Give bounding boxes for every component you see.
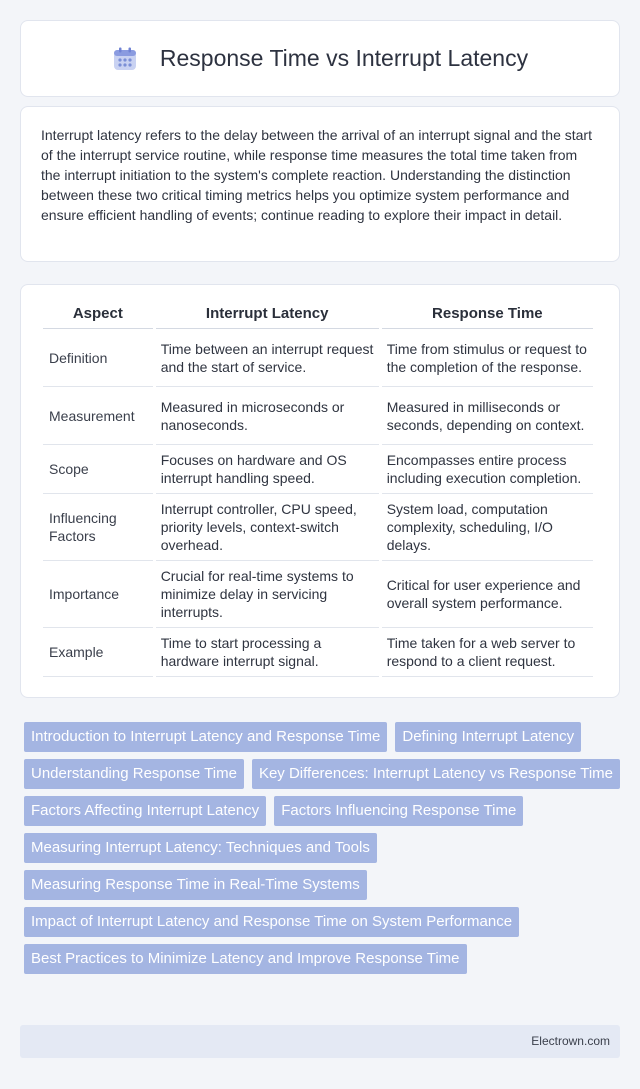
row-response: Time from stimulus or request to the completion of the response. (382, 329, 593, 387)
tag-measuring-latency[interactable]: Measuring Interrupt Latency: Techniques and Tools (24, 833, 377, 863)
tag-key-differences[interactable]: Key Differences: Interrupt Latency vs Response Time (252, 759, 620, 789)
tag-understanding-response-time[interactable]: Understanding Response Time (24, 759, 244, 789)
footer-site-link[interactable]: Electrown.com (531, 1034, 610, 1048)
row-latency: Crucial for real-time systems to minimize delay in servicing interrupts. (156, 561, 379, 628)
table-row (43, 445, 593, 494)
table-header-row (43, 305, 593, 329)
comparison-table (40, 305, 596, 677)
tag-best-practices[interactable]: Best Practices to Minimize Latency and Improve Response Time (24, 944, 467, 974)
tag-introduction[interactable]: Introduction to Interrupt Latency and Response Time (24, 722, 387, 752)
header-interrupt-latency: Interrupt Latency (156, 305, 379, 329)
row-latency: Focuses on hardware and OS interrupt handling speed. (156, 445, 379, 494)
row-latency: Measured in microseconds or nanoseconds. (156, 387, 379, 445)
row-response: Critical for user experience and overall system performance. (382, 561, 593, 628)
tag-factors-influencing-response[interactable]: Factors Influencing Response Time (274, 796, 523, 826)
row-aspect: Influencing Factors (43, 494, 153, 561)
row-latency: Time to start processing a hardware interrupt signal. (156, 628, 379, 677)
row-response: Encompasses entire process including execution completion. (382, 445, 593, 494)
tag-measuring-response-time[interactable]: Measuring Response Time in Real-Time Systems (24, 870, 367, 900)
header-card (20, 20, 620, 97)
tag-impact-on-performance[interactable]: Impact of Interrupt Latency and Response Time on System Performance (24, 907, 519, 937)
header-aspect: Aspect (43, 305, 153, 329)
row-response: Time taken for a web server to respond to a client request. (382, 628, 593, 677)
calendar-icon (112, 46, 138, 72)
page-title: Response Time vs Interrupt Latency (159, 45, 529, 71)
row-response: System load, computation complexity, scheduling, I/O delays. (382, 494, 593, 561)
table-row (43, 628, 593, 677)
row-aspect: Scope (43, 445, 153, 494)
row-aspect: Definition (43, 329, 153, 387)
row-response: Measured in milliseconds or seconds, depending on context. (382, 387, 593, 445)
table-row (43, 329, 593, 387)
footer (20, 1025, 620, 1058)
row-latency: Time between an interrupt request and the start of service. (156, 329, 379, 387)
row-aspect: Example (43, 628, 153, 677)
comparison-table-card (20, 284, 620, 698)
table-row (43, 494, 593, 561)
row-aspect: Measurement (43, 387, 153, 445)
row-aspect: Importance (43, 561, 153, 628)
intro-card (20, 106, 620, 262)
tag-defining-interrupt-latency[interactable]: Defining Interrupt Latency (395, 722, 581, 752)
table-row (43, 387, 593, 445)
intro-text: Interrupt latency refers to the delay between the arrival of an interrupt signal and the start of the interrupt service routine, while response time measures the total time taken from the interrupt initiation to the system's complete reaction. Understanding the distinction between these two critical timing metrics helps you optimize system performance and ensure efficient handling of events; continue reading to explore their impact in detail. (41, 127, 592, 223)
row-latency: Interrupt controller, CPU speed, priority levels, context-switch overhead. (156, 494, 379, 561)
topic-tags (24, 722, 624, 974)
tag-factors-affecting-latency[interactable]: Factors Affecting Interrupt Latency (24, 796, 266, 826)
table-row (43, 561, 593, 628)
header-response-time: Response Time (382, 305, 593, 329)
